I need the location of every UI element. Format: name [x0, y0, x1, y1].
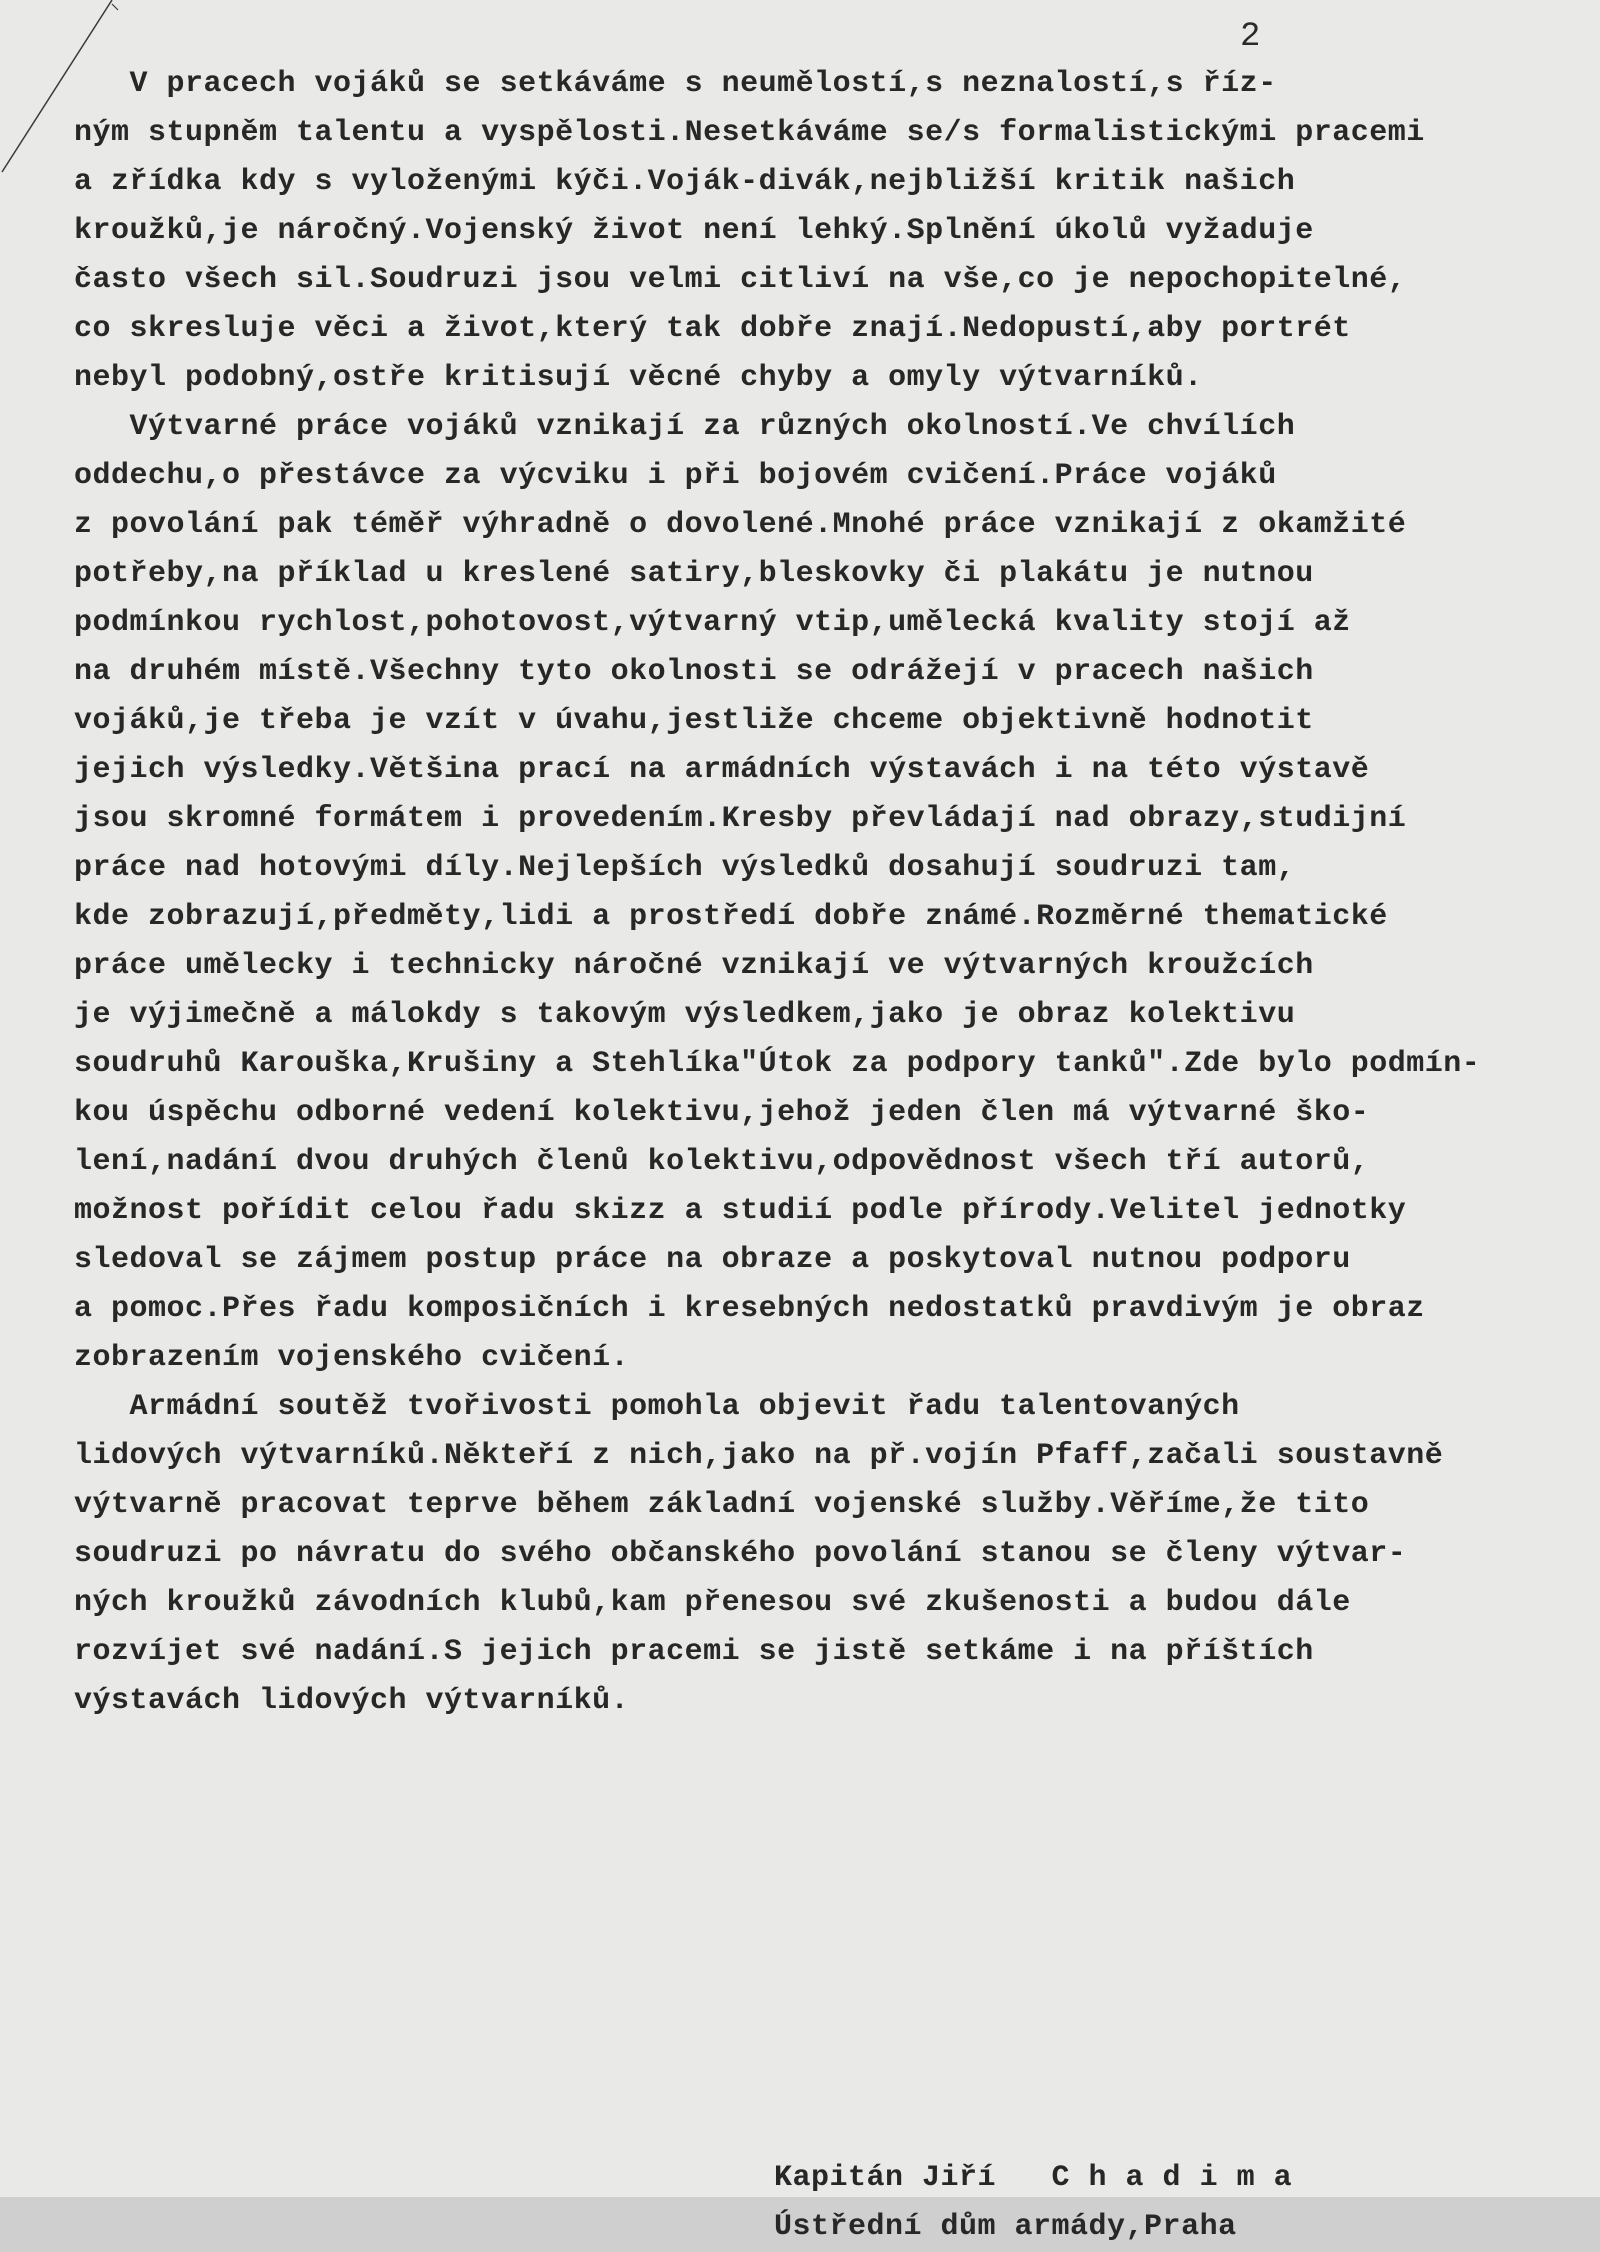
text-line: kou úspěchu odborné vedení kolektivu,jehož jeden člen má výtvarné ško-: [74, 1096, 1370, 1130]
text-line: Výtvarné práce vojáků vznikají za různých okolností.Ve chvílích: [74, 410, 1296, 444]
text-line: oddechu,o přestávce za výcviku i při bojovém cvičení.Práce vojáků: [74, 459, 1277, 493]
text-line: kde zobrazují,předměty,lidi a prostředí dobře známé.Rozměrné thematické: [74, 900, 1388, 934]
text-line: soudruzi po návratu do svého občanského povolání stanou se členy výtvar-: [74, 1537, 1407, 1571]
paragraph-1: [74, 60, 1574, 403]
text-line: potřeby,na příklad u kreslené satiry,bleskovky či plakátu je nutnou: [74, 557, 1314, 591]
text-line: je výjimečně a málokdy s takovým výsledkem,jako je obraz kolektivu: [74, 998, 1296, 1032]
text-line: vojáků,je třeba je vzít v úvahu,jestliže chceme objektivně hodnotit: [74, 704, 1314, 738]
text-line: soudruhů Karouška,Krušiny a Stehlíka"Útok za podpory tanků".Zde bylo podmín-: [74, 1047, 1481, 1081]
paragraph-3: [74, 1383, 1574, 1726]
text-line: co skresluje věci a život,který tak dobře znají.Nedopustí,aby portrét: [74, 312, 1351, 346]
text-line: nebyl podobný,ostře kritisují věcné chyby a omyly výtvarníků.: [74, 361, 1203, 395]
text-line: zobrazením vojenského cvičení.: [74, 1341, 630, 1375]
text-line: lidových výtvarníků.Někteří z nich,jako na př.vojín Pfaff,začali soustavně: [74, 1439, 1444, 1473]
text-line: jejich výsledky.Většina prací na armádních výstavách i na této výstavě: [74, 753, 1370, 787]
signature-institution: Ústřední dům armády,Praha: [774, 2210, 1237, 2244]
text-line: rozvíjet své nadání.S jejich pracemi se jistě setkáme i na příštích: [74, 1635, 1314, 1669]
text-line: často všech sil.Soudruzi jsou velmi citliví na vše,co je nepochopitelné,: [74, 263, 1407, 297]
signature-name: Kapitán Jiří C h a d i m a: [774, 2161, 1293, 2195]
text-line: sledoval se zájmem postup práce na obraze a poskytoval nutnou podporu: [74, 1243, 1351, 1277]
text-line: a pomoc.Přes řadu komposičních i kresebných nedostatků pravdivým je obraz: [74, 1292, 1425, 1326]
text-line: lení,nadání dvou druhých členů kolektivu,odpovědnost všech tří autorů,: [74, 1145, 1370, 1179]
page-number: 2: [1240, 18, 1261, 56]
text-line: jsou skromné formátem i provedením.Kresby převládají nad obrazy,studijní: [74, 802, 1407, 836]
text-line: V pracech vojáků se setkáváme s neumělostí,s neznalostí,s říz-: [74, 67, 1277, 101]
signature-block: [774, 2154, 1292, 2252]
text-line: kroužků,je náročný.Vojenský život není lehký.Splnění úkolů vyžaduje: [74, 214, 1314, 248]
text-line: Armádní soutěž tvořivosti pomohla objevit řadu talentovaných: [74, 1390, 1240, 1424]
text-line: práce umělecky i technicky náročné vznikají ve výtvarných kroužcích: [74, 949, 1314, 983]
text-line: možnost pořídit celou řadu skizz a studií podle přírody.Velitel jednotky: [74, 1194, 1407, 1228]
text-line: podmínkou rychlost,pohotovost,výtvarný vtip,umělecká kvality stojí až: [74, 606, 1351, 640]
paragraph-2: [74, 403, 1574, 1383]
text-line: z povolání pak téměř výhradně o dovolené.Mnohé práce vznikají z okamžité: [74, 508, 1407, 542]
text-line: výtvarně pracovat teprve během základní vojenské služby.Věříme,že tito: [74, 1488, 1370, 1522]
text-line: výstavách lidových výtvarníků.: [74, 1684, 630, 1718]
letter-body: [74, 60, 1574, 1726]
text-line: ných kroužků závodních klubů,kam přenesou své zkušenosti a budou dále: [74, 1586, 1351, 1620]
text-line: a zřídka kdy s vyloženými kýči.Voják-divák,nejbližší kritik našich: [74, 165, 1296, 199]
text-line: ným stupněm talentu a vyspělosti.Nesetkáváme se/s formalistickými pracemi: [74, 116, 1425, 150]
text-line: práce nad hotovými díly.Nejlepších výsledků dosahují soudruzi tam,: [74, 851, 1296, 885]
text-line: na druhém místě.Všechny tyto okolnosti se odrážejí v pracech našich: [74, 655, 1314, 689]
